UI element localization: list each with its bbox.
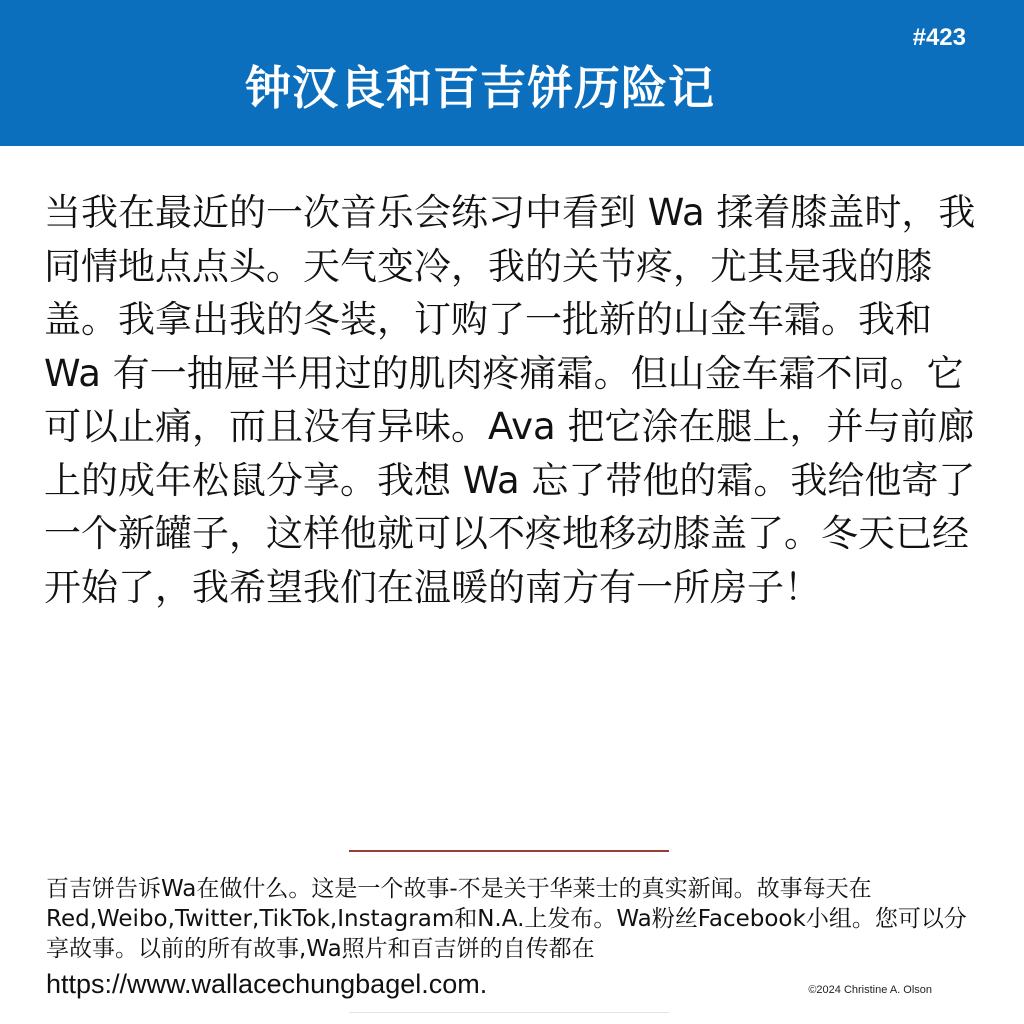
episode-number: #423 — [912, 24, 966, 51]
story-text: 当我在最近的一次音乐会练习中看到 Wa 揉着膝盖时，我同情地点点头。天气变冷，我的关节疼，尤其是我的膝盖。我拿出我的冬装，订购了一批新的山金车霜。我和 Wa 有一抽屉半用过的肌肉疼痛霜。但山金车霜不同。它可以止痛，而且没有异味。Ava 把它涂在腿上，并与前廊上的成年松鼠分享。我想 Wa 忘了带他的霜。我给他寄了一个新罐子，这样他就可以不疼地移动膝盖了。冬天已经开始了，我希望我们在温暖的南方有一所房子！ — [44, 191, 976, 609]
header-bar — [0, 0, 1024, 146]
copyright-text: ©2024 Christine A. Olson — [808, 984, 932, 996]
bottom-rule — [349, 1012, 669, 1013]
footer-divider — [349, 850, 669, 852]
footer-description: 百吉饼告诉Wa在做什么。这是一个故事-不是关于华莱士的真实新闻。故事每天在Red,Weibo,Twitter,TikTok,Instagram和N.A.上发布。Wa粉丝Facebook小组。您可以分享故事。以前的所有故事,Wa照片和百吉饼的自传都在 — [46, 876, 967, 962]
page-title: 钟汉良和百吉饼历险记 — [245, 61, 715, 115]
website-link[interactable]: https://www.wallacechungbagel.com. — [46, 969, 488, 999]
